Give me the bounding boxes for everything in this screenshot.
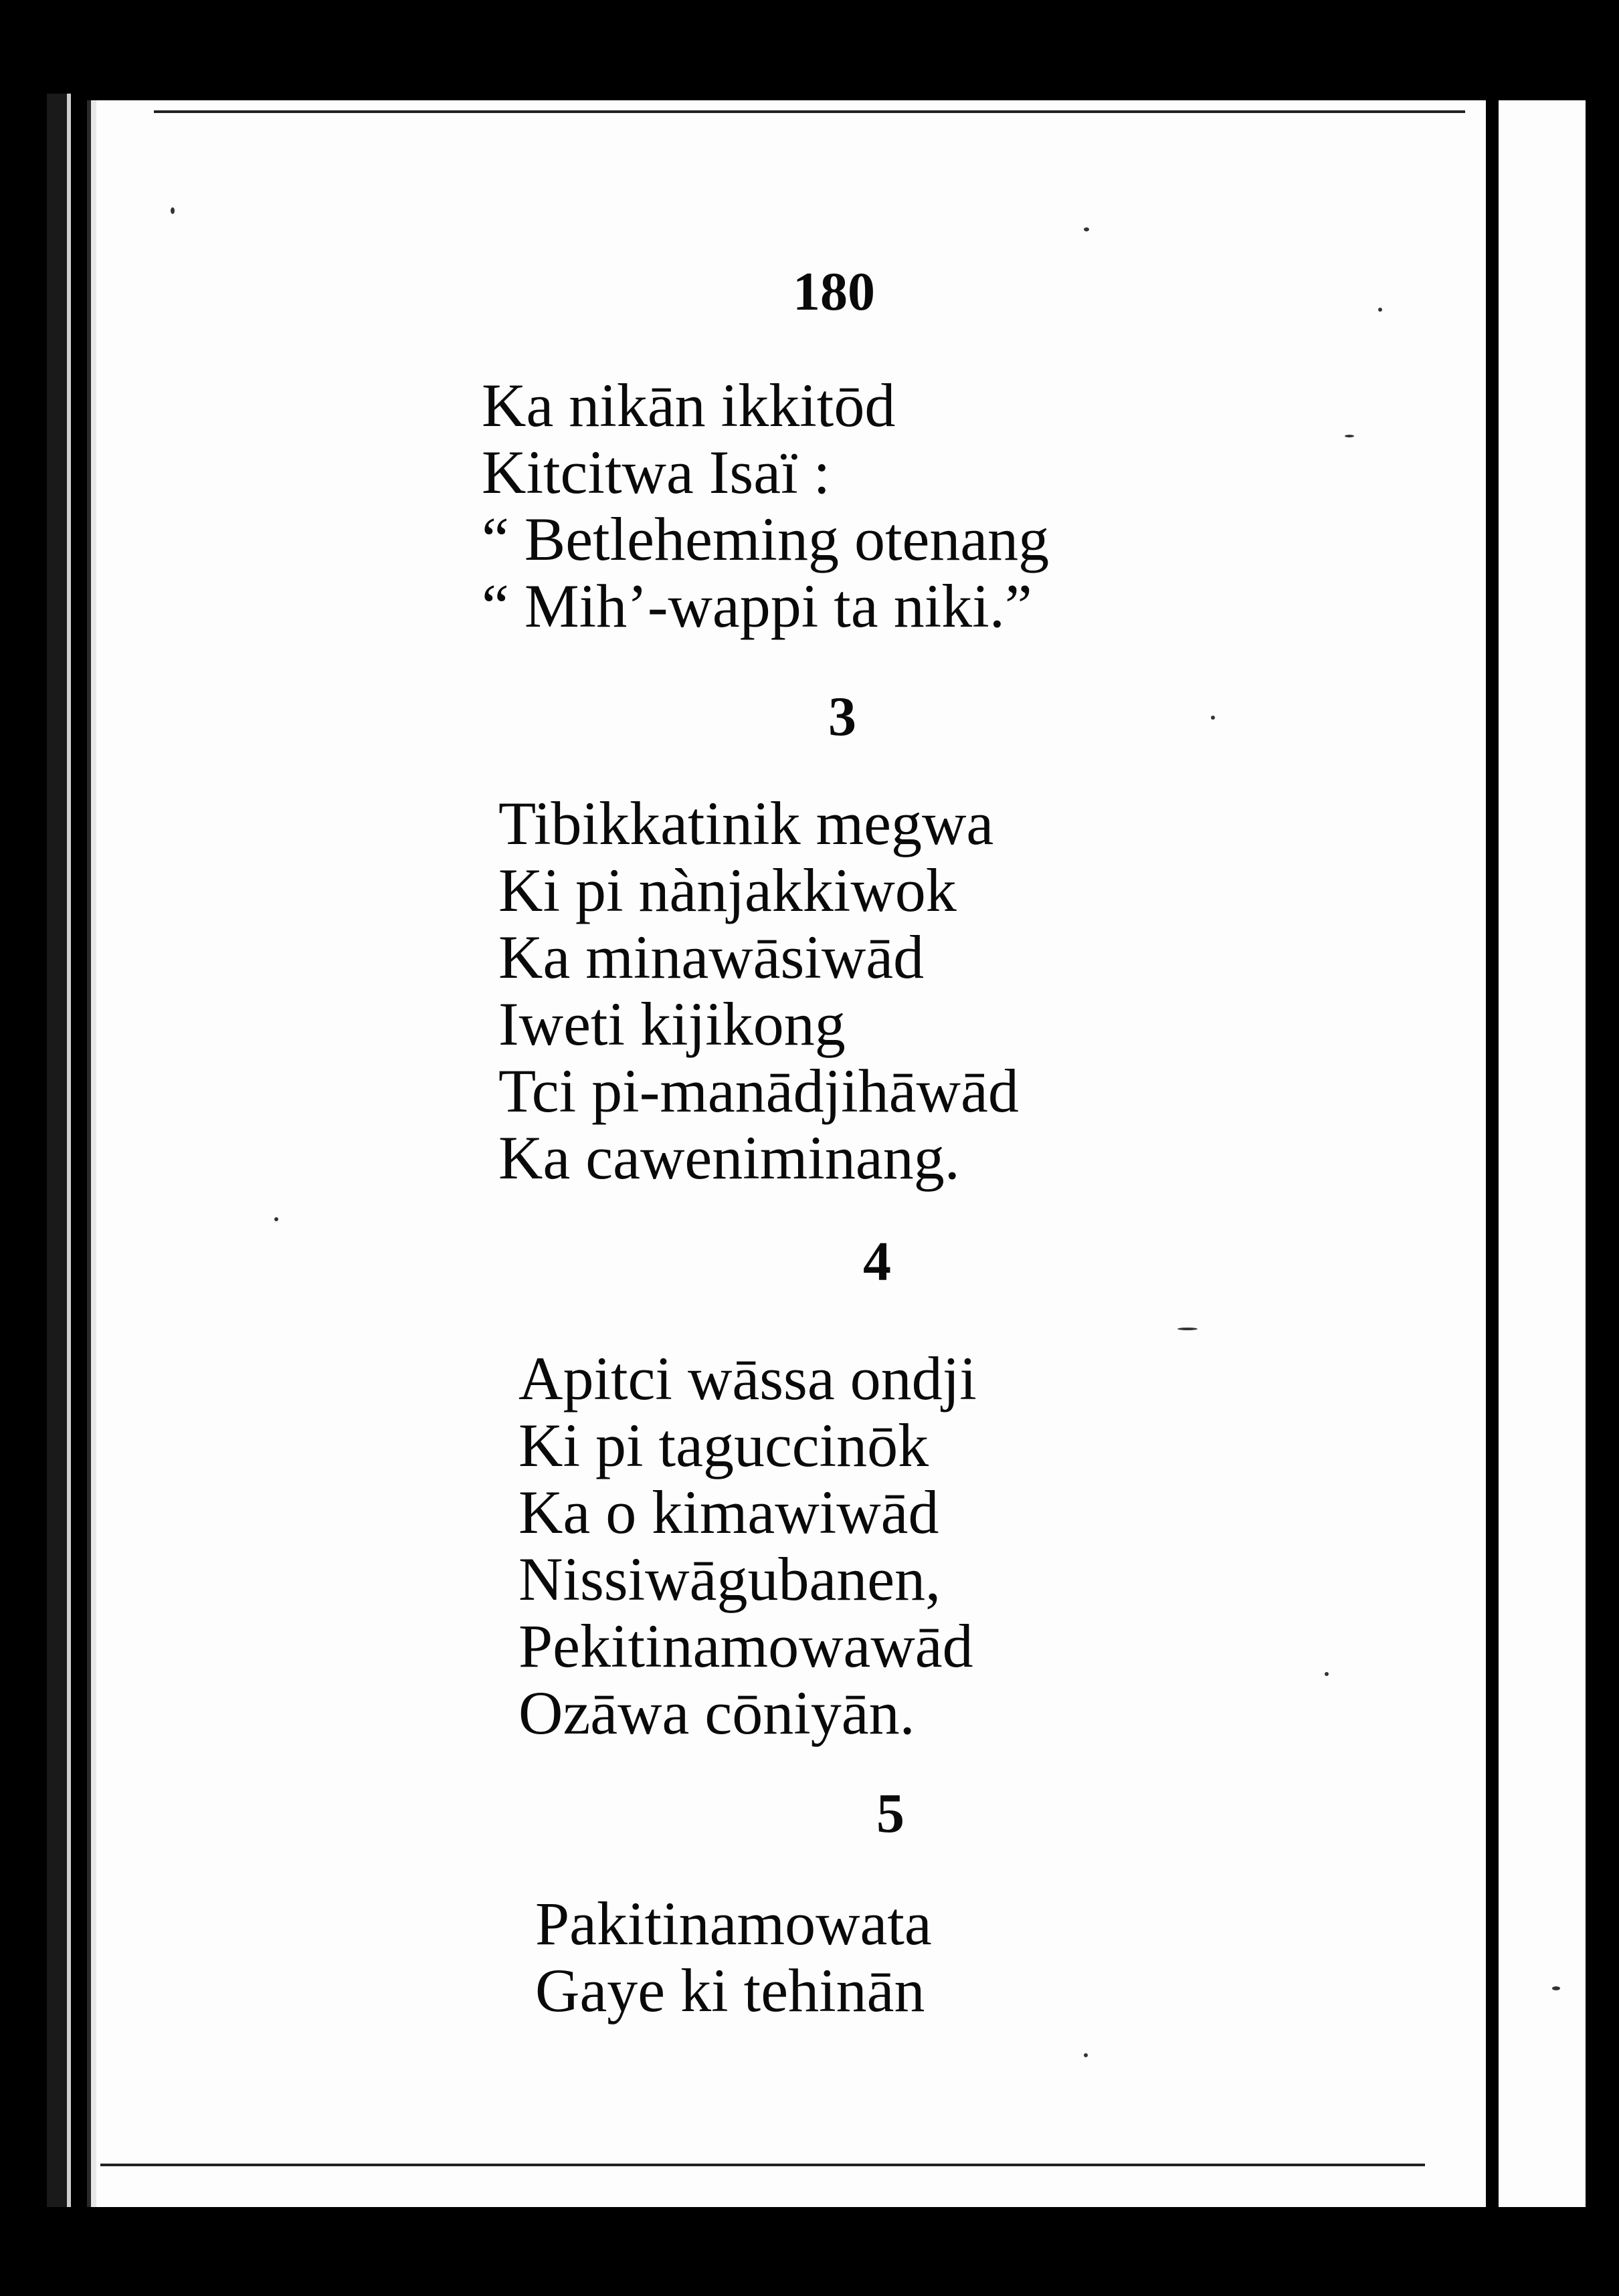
stanza-4-line-1: Apitci wāssa ondji <box>518 1344 977 1413</box>
scan-speck <box>1325 1672 1329 1676</box>
scan-speck <box>1084 227 1089 231</box>
stanza-3-line-3: Ka minawāsiwād <box>498 923 925 991</box>
stanza-5-line-2: Gaye ki tehinān <box>535 1956 925 2024</box>
page-number: 180 <box>793 261 875 322</box>
stanza-3-line-5: Tci pi-manādjihāwād <box>498 1057 1019 1125</box>
stanza-3-line-1: Tibikkatinik megwa <box>498 789 994 857</box>
stanza-2-line-2: Kitcitwa Isaï : <box>482 438 831 506</box>
stanza-2-line-4: “ Mih’-wappi ta niki.” <box>482 572 1032 640</box>
scan-speck <box>274 1217 278 1221</box>
stanza-4-line-3: Ka o kimawiwād <box>518 1478 939 1546</box>
scan-speck <box>171 207 175 214</box>
book-spine-edge <box>47 94 71 2207</box>
stanza-3-number: 3 <box>828 686 856 748</box>
scan-speck <box>1378 308 1382 312</box>
scan-speck <box>1345 435 1354 437</box>
stanza-3-line-4: Iweti kijikong <box>498 990 846 1058</box>
stanza-4-line-4: Nissiwāgubanen, <box>518 1545 941 1613</box>
scan-speck <box>1552 1986 1560 1990</box>
stanza-4-line-5: Pekitinamowawād <box>518 1612 973 1680</box>
next-page-edge <box>1499 100 1586 2207</box>
stanza-3-line-6: Ka caweniminang. <box>498 1124 960 1192</box>
scan-speck <box>1211 716 1215 720</box>
stanza-3-line-2: Ki pi nànjakkiwok <box>498 856 957 924</box>
stanza-4-number: 4 <box>863 1231 891 1293</box>
stanza-2-line-1: Ka nikān ikkitōd <box>482 371 896 439</box>
scan-speck <box>1084 2053 1088 2057</box>
stanza-4-line-2: Ki pi taguccinōk <box>518 1411 929 1479</box>
stanza-5-line-1: Pakitinamowata <box>535 1889 932 1958</box>
bottom-page-rule <box>100 2164 1425 2166</box>
stanza-5-number: 5 <box>876 1782 904 1845</box>
stanza-2-line-3: “ Betleheming otenang <box>482 505 1050 573</box>
stanza-4-line-6: Ozāwa cōniyān. <box>518 1679 915 1747</box>
scan-speck <box>1177 1328 1198 1330</box>
top-page-rule <box>154 110 1465 113</box>
